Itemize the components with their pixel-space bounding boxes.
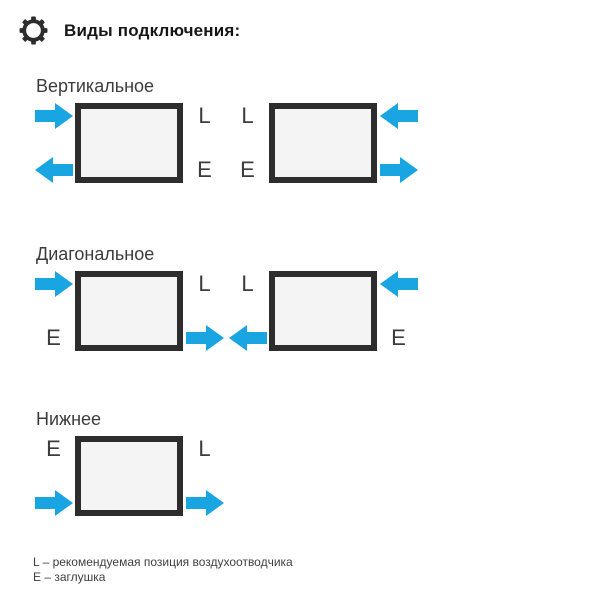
port-label: L (198, 271, 211, 296)
left-slot-column (226, 271, 269, 351)
port-label: E (197, 157, 212, 182)
port-label: L (198, 103, 211, 128)
arrow-right-glyph (35, 271, 73, 297)
port-slot (183, 271, 226, 297)
port-label: L (198, 436, 211, 461)
flow-arrow-right-icon (183, 490, 226, 516)
port-slot (226, 103, 269, 129)
left-slot-column (32, 271, 75, 351)
port-label: E (46, 436, 61, 461)
flow-arrow-right-icon (32, 103, 75, 129)
radiator-body (75, 103, 183, 183)
left-slot-column (226, 103, 269, 183)
radiator-body (269, 271, 377, 351)
radiator-body (269, 103, 377, 183)
legend (33, 555, 293, 585)
radiator-diagram (32, 271, 226, 351)
arrow-right-glyph (380, 157, 418, 183)
flow-arrow-right-icon (32, 271, 75, 297)
port-label: L (241, 271, 254, 296)
left-slot-column (32, 436, 75, 516)
port-slot (32, 436, 75, 462)
radiator-body (75, 271, 183, 351)
section-title: Нижнее (36, 409, 102, 429)
flow-arrow-left-icon (377, 103, 420, 129)
arrow-left-glyph (35, 157, 73, 183)
right-slot-column (377, 271, 420, 351)
page-title: Виды подключения: (64, 20, 241, 40)
arrow-left-glyph (380, 103, 418, 129)
flow-arrow-left-icon (226, 325, 269, 351)
gear-icon (18, 15, 49, 46)
flow-arrow-right-icon (377, 157, 420, 183)
arrow-right-glyph (186, 325, 224, 351)
port-label: E (240, 157, 255, 182)
section-2 (36, 243, 420, 351)
legend-line-e: E – заглушка (33, 570, 106, 584)
port-label: E (46, 325, 61, 350)
arrow-right-glyph (35, 103, 73, 129)
arrow-left-glyph (229, 325, 267, 351)
flow-arrow-left-icon (377, 271, 420, 297)
radiator-diagram (32, 103, 226, 183)
radiator-body (75, 436, 183, 516)
right-slot-column (377, 103, 420, 183)
legend-line-l: L – рекомендуемая позиция воздухоотводчика (33, 555, 293, 569)
section-1 (36, 75, 420, 183)
flow-arrow-right-icon (183, 325, 226, 351)
port-slot (226, 271, 269, 297)
port-slot (183, 436, 226, 462)
left-slot-column (32, 103, 75, 183)
flow-arrow-right-icon (32, 490, 75, 516)
arrow-right-glyph (35, 490, 73, 516)
radiator-diagram (32, 436, 226, 516)
right-slot-column (183, 271, 226, 351)
port-label: L (241, 103, 254, 128)
diagram-row (32, 271, 420, 351)
port-slot (183, 157, 226, 183)
port-slot (226, 157, 269, 183)
port-slot (377, 325, 420, 351)
section-3 (36, 408, 226, 516)
right-slot-column (183, 103, 226, 183)
port-label: E (391, 325, 406, 350)
port-slot (183, 103, 226, 129)
diagram-row (32, 103, 420, 183)
right-slot-column (183, 436, 226, 516)
flow-arrow-left-icon (32, 157, 75, 183)
radiator-diagram (226, 271, 420, 351)
section-title: Диагональное (36, 244, 155, 264)
arrow-right-glyph (186, 490, 224, 516)
diagram-row (32, 436, 226, 516)
radiator-diagram (226, 103, 420, 183)
header (18, 15, 240, 46)
port-slot (32, 325, 75, 351)
arrow-left-glyph (380, 271, 418, 297)
section-title: Вертикальное (36, 76, 155, 96)
